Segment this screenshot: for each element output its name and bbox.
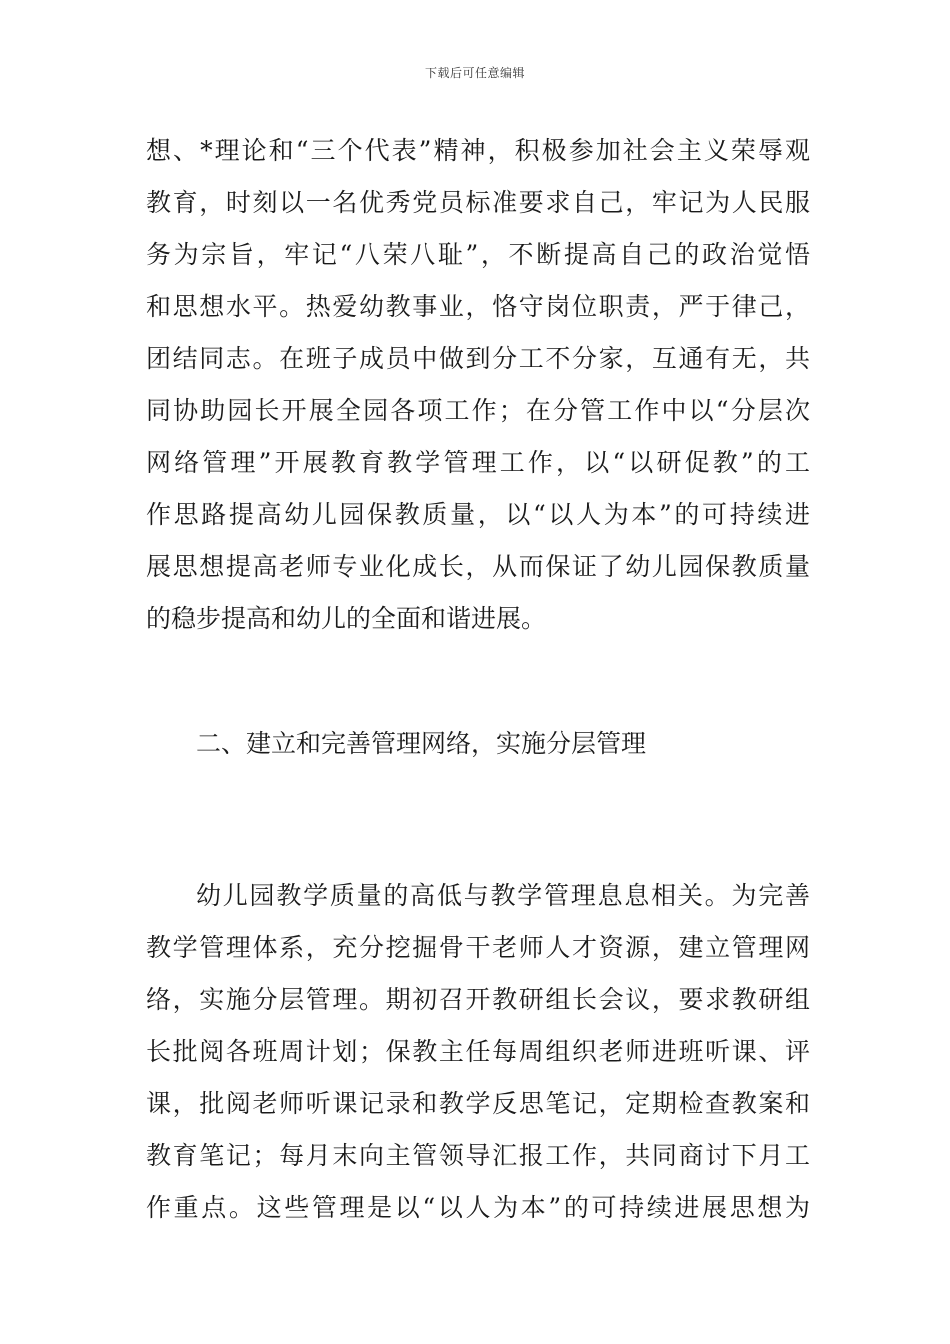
paragraph-2-line: 络，实施分层管理。期初召开教研组长会议，要求教研组: [146, 985, 810, 1014]
paragraph-2-line: 教学管理体系，充分挖掘骨干老师人才资源，建立管理网: [146, 933, 810, 962]
section-heading: 二、建立和完善管理网络，实施分层管理: [196, 729, 647, 758]
paragraph-1-line: 作思路提高幼儿园保教质量，以“以人为本”的可持续进: [146, 500, 810, 529]
paragraph-1-line: 想、*理论和“三个代表”精神，积极参加社会主义荣辱观: [146, 136, 810, 165]
paragraph-2-line: 作重点。这些管理是以“以人为本”的可持续进展思想为: [146, 1193, 810, 1222]
paragraph-2-line: 教育笔记；每月末向主管领导汇报工作，共同商讨下月工: [146, 1141, 810, 1170]
paragraph-1-line: 教育，时刻以一名优秀党员标准要求自己，牢记为人民服: [146, 188, 810, 217]
paragraph-1-line: 同协助园长开展全园各项工作；在分管工作中以“分层次: [146, 396, 810, 425]
paragraph-2-line: 幼儿园教学质量的高低与教学管理息息相关。为完善: [196, 881, 810, 910]
paragraph-1-line: 网络管理”开展教育教学管理工作，以“以研促教”的工: [146, 448, 810, 477]
paragraph-1-line: 务为宗旨，牢记“八荣八耻”，不断提高自己的政治觉悟: [146, 240, 810, 269]
header-note: 下载后可任意编辑: [424, 66, 525, 80]
paragraph-1: [146, 125, 810, 645]
paragraph-1-line: 和思想水平。热爱幼教事业，恪守岗位职责，严于律己，: [146, 292, 810, 321]
paragraph-1-line: 展思想提高老师专业化成长，从而保证了幼儿园保教质量: [146, 552, 810, 581]
paragraph-1-line: 团结同志。在班子成员中做到分工不分家，互通有无，共: [146, 344, 810, 373]
paragraph-2: [146, 870, 810, 1234]
paragraph-2-line: 课，批阅老师听课记录和教学反思笔记，定期检查教案和: [146, 1089, 810, 1118]
paragraph-1-line: 的稳步提高和幼儿的全面和谐进展。: [146, 604, 547, 633]
paragraph-2-line: 长批阅各班周计划；保教主任每周组织老师进班听课、评: [146, 1037, 810, 1066]
